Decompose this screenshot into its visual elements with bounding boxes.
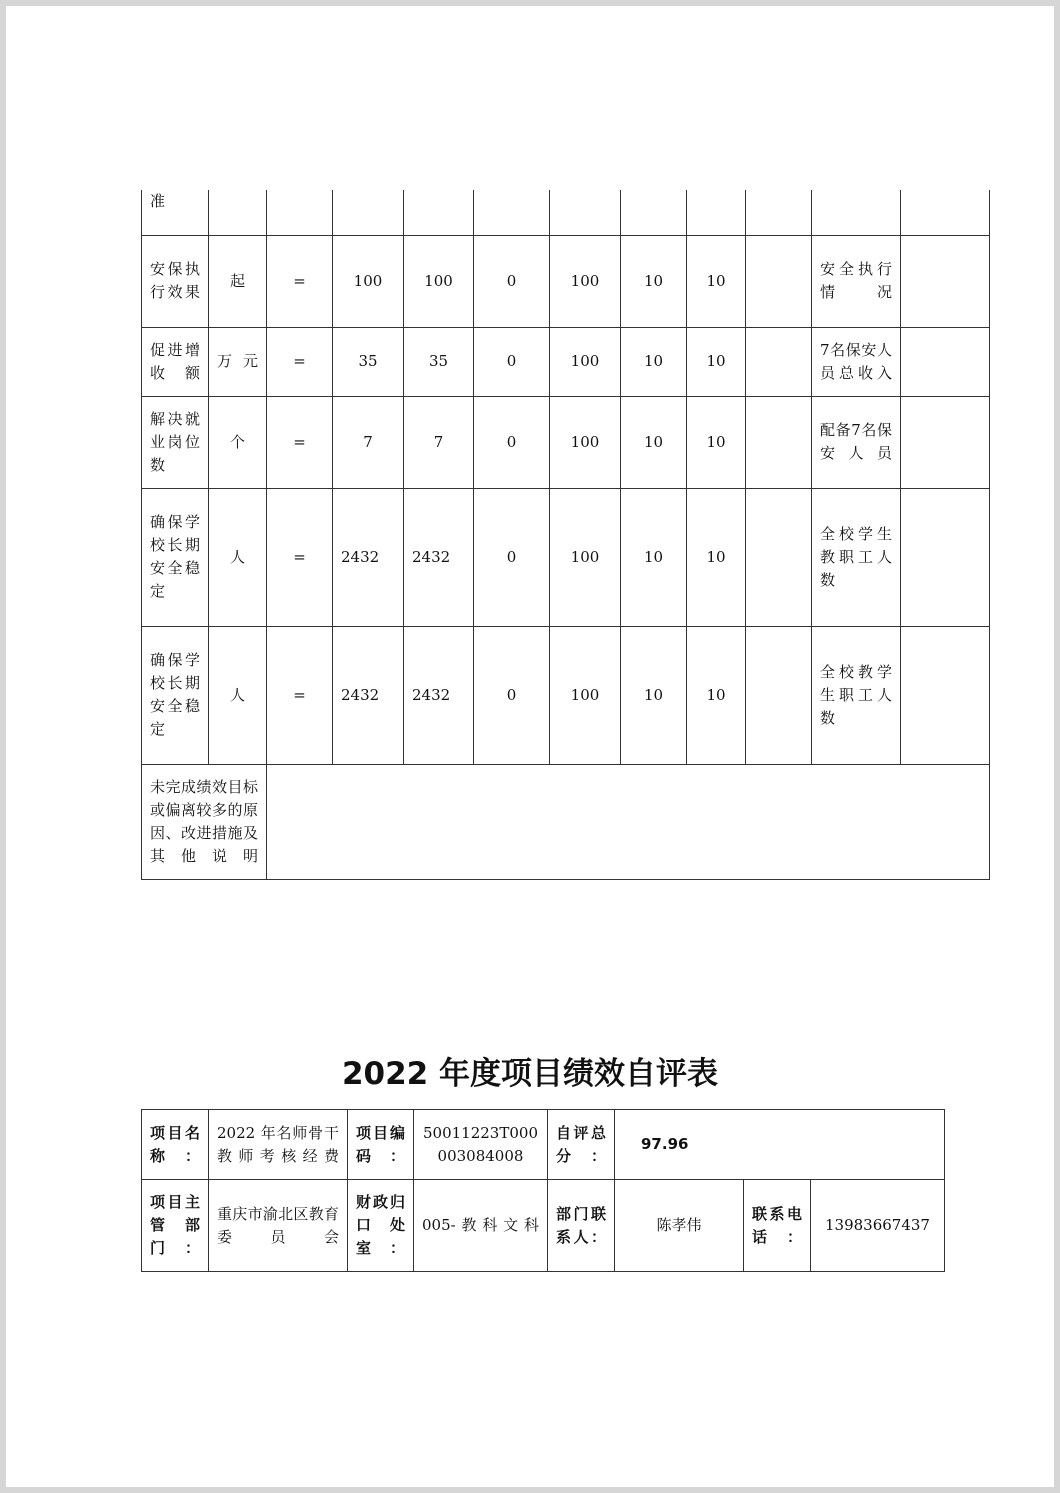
score-label: 自评总分： bbox=[548, 1110, 615, 1180]
unit-cell: 人 bbox=[209, 488, 267, 626]
score-cell: 10 bbox=[687, 488, 746, 626]
target-cell: 35 bbox=[333, 327, 404, 396]
operator-cell: = bbox=[267, 327, 333, 396]
actual-cell: 100 bbox=[404, 235, 474, 327]
operator-cell: = bbox=[267, 235, 333, 327]
contact-value: 陈孝伟 bbox=[615, 1180, 744, 1272]
note-cell: 安全执行情况 bbox=[812, 235, 901, 327]
note-cell: 全校学生教职工人数 bbox=[812, 488, 901, 626]
rate-cell: 100 bbox=[550, 396, 621, 488]
dept-label: 项目主管部门： bbox=[142, 1180, 209, 1272]
table-row bbox=[142, 1180, 945, 1272]
blank-cell bbox=[746, 327, 812, 396]
rate-cell: 100 bbox=[550, 626, 621, 764]
indicator-cell: 确保学校长期安全稳定 bbox=[142, 488, 209, 626]
target-cell: 2432 bbox=[333, 626, 404, 764]
indicator-cell: 安保执行效果 bbox=[142, 235, 209, 327]
actual-cell: 2432 bbox=[404, 488, 474, 626]
score-value: 97.96 bbox=[615, 1110, 945, 1180]
operator-cell: = bbox=[267, 488, 333, 626]
deviation-cell: 0 bbox=[474, 626, 550, 764]
remarks-label: 未完成绩效目标或偏离较多的原因、改进措施及其他说明 bbox=[142, 764, 267, 879]
blank-cell bbox=[746, 488, 812, 626]
table-row bbox=[142, 327, 990, 396]
deviation-cell: 0 bbox=[474, 327, 550, 396]
weight-cell: 10 bbox=[621, 235, 687, 327]
unit-cell: 人 bbox=[209, 626, 267, 764]
performance-indicator-table bbox=[141, 190, 990, 880]
rate-cell: 100 bbox=[550, 235, 621, 327]
indicator-cell: 促进增收额 bbox=[142, 327, 209, 396]
note-cell: 7名保安人员总收入 bbox=[812, 327, 901, 396]
rate-cell: 100 bbox=[550, 327, 621, 396]
blank-cell bbox=[746, 396, 812, 488]
table-row bbox=[142, 190, 990, 235]
project-name-value: 2022 年名师骨干教师考核经费 bbox=[209, 1110, 348, 1180]
unit-cell: 个 bbox=[209, 396, 267, 488]
contact-label: 部门联系人： bbox=[548, 1180, 615, 1272]
phone-label: 联系电话： bbox=[744, 1180, 811, 1272]
actual-cell: 35 bbox=[404, 327, 474, 396]
target-cell: 2432 bbox=[333, 488, 404, 626]
score-cell: 10 bbox=[687, 327, 746, 396]
weight-cell: 10 bbox=[621, 488, 687, 626]
remarks-value bbox=[267, 764, 990, 879]
weight-cell: 10 bbox=[621, 626, 687, 764]
score-cell: 10 bbox=[687, 235, 746, 327]
table-row bbox=[142, 1110, 945, 1180]
operator-cell: = bbox=[267, 626, 333, 764]
dept-value: 重庆市渝北区教育委员会 bbox=[209, 1180, 348, 1272]
indicator-cell: 准 bbox=[142, 190, 209, 235]
deviation-cell: 0 bbox=[474, 235, 550, 327]
unit-cell: 万元 bbox=[209, 327, 267, 396]
document-page bbox=[6, 6, 1054, 1487]
table-row bbox=[142, 235, 990, 327]
project-name-label: 项目名称： bbox=[142, 1110, 209, 1180]
project-info-table bbox=[141, 1109, 945, 1272]
blank-cell bbox=[746, 235, 812, 327]
indicator-cell: 解决就业岗位数 bbox=[142, 396, 209, 488]
target-cell: 100 bbox=[333, 235, 404, 327]
actual-cell: 7 bbox=[404, 396, 474, 488]
deviation-cell: 0 bbox=[474, 488, 550, 626]
operator-cell: = bbox=[267, 396, 333, 488]
indicator-cell: 确保学校长期安全稳定 bbox=[142, 626, 209, 764]
score-cell: 10 bbox=[687, 396, 746, 488]
table-row bbox=[142, 764, 990, 879]
blank-cell bbox=[746, 626, 812, 764]
table-row bbox=[142, 488, 990, 626]
unit-cell: 起 bbox=[209, 235, 267, 327]
weight-cell: 10 bbox=[621, 396, 687, 488]
score-cell: 10 bbox=[687, 626, 746, 764]
rate-cell: 100 bbox=[550, 488, 621, 626]
finance-value: 005-教科文科 bbox=[414, 1180, 548, 1272]
note-cell: 全校教学生职工人数 bbox=[812, 626, 901, 764]
table-row bbox=[142, 626, 990, 764]
target-cell: 7 bbox=[333, 396, 404, 488]
actual-cell: 2432 bbox=[404, 626, 474, 764]
phone-value: 13983667437 bbox=[811, 1180, 945, 1272]
deviation-cell: 0 bbox=[474, 396, 550, 488]
weight-cell: 10 bbox=[621, 327, 687, 396]
finance-label: 财政归口处室： bbox=[348, 1180, 414, 1272]
table-row bbox=[142, 396, 990, 488]
project-code-value: 50011223T000003084008 bbox=[414, 1110, 548, 1180]
page-title: 2022 年度项目绩效自评表 bbox=[341, 1056, 719, 1092]
project-code-label: 项目编码： bbox=[348, 1110, 414, 1180]
note-cell: 配备7名保安人员 bbox=[812, 396, 901, 488]
